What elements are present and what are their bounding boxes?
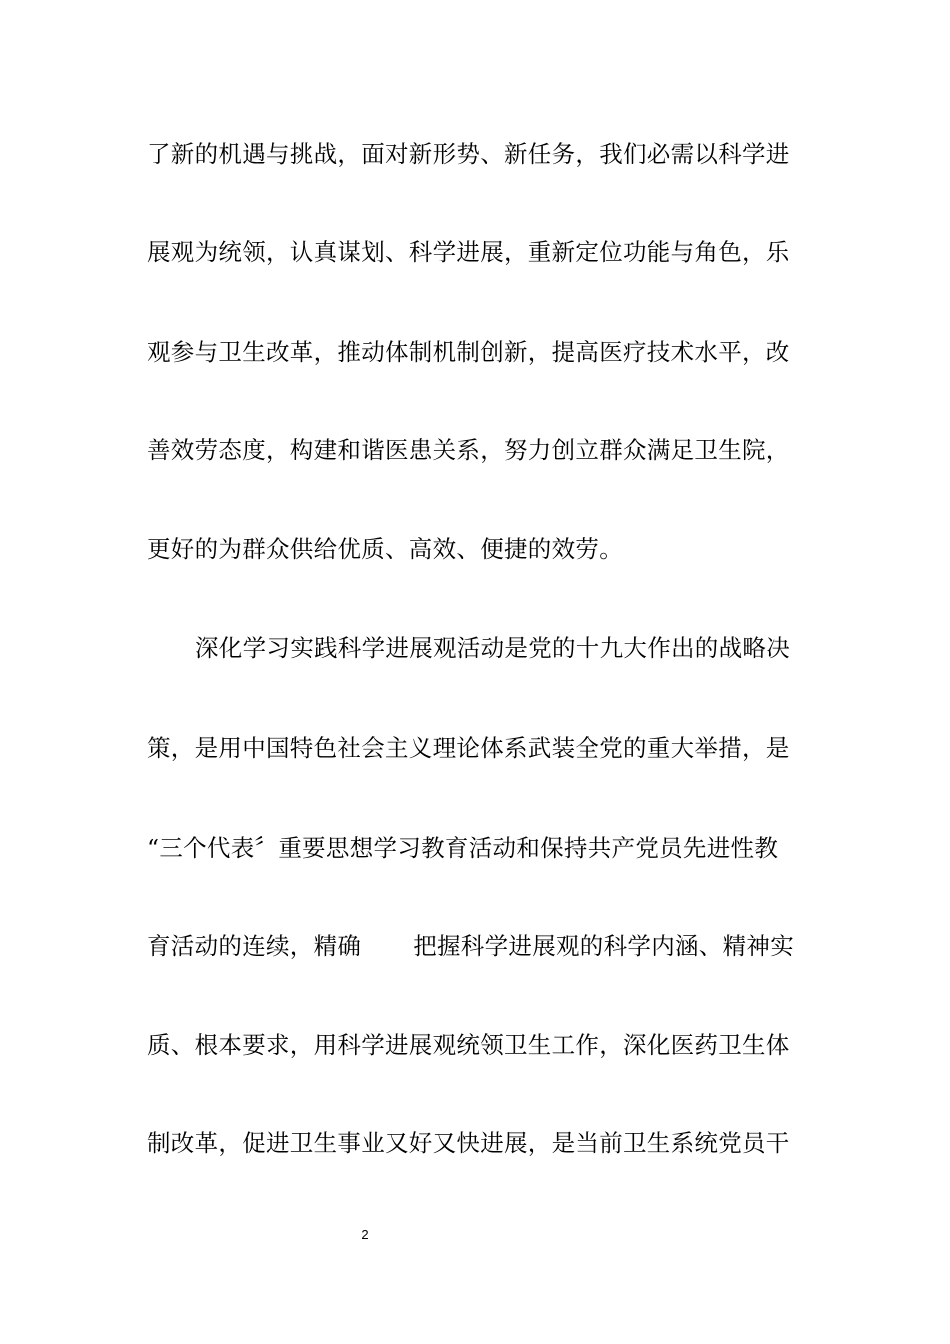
text-line-10: 质、根本要求，用科学进展观统领卫生工作，深化医药卫生体 bbox=[147, 1031, 790, 1059]
text-line-2: 展观为统领，认真谋划、科学进展，重新定位功能与角色，乐 bbox=[147, 238, 790, 266]
text-line-3: 观参与卫生改革，推动体制机制创新，提高医疗技术水平，改 bbox=[147, 338, 790, 366]
text-line-9-part-1: 育活动的连续，精确 bbox=[147, 932, 362, 960]
text-line-1: 了新的机遇与挑战，面对新形势、新任务，我们必需以科学进 bbox=[147, 140, 790, 168]
page-number: 2 bbox=[361, 1227, 369, 1242]
text-line-4: 善效劳态度，构建和谐医患关系，努力创立群众满足卫生院， bbox=[147, 436, 790, 464]
text-line-7: 策，是用中国特色社会主义理论体系武装全党的重大举措，是 bbox=[147, 734, 790, 762]
text-line-8: “三个代表〞重要思想学习教育活动和保持共产党员先进性教 bbox=[147, 834, 779, 862]
text-line-9 bbox=[147, 926, 807, 966]
text-line-5: 更好的为群众供给优质、高效、便捷的效劳。 bbox=[147, 535, 623, 563]
paragraph-2-first-line: 深化学习实践科学进展观活动是党的十九大作出的战略决 bbox=[195, 634, 790, 662]
text-line-11: 制改革，促进卫生事业又好又快进展，是当前卫生系统党员干 bbox=[147, 1129, 790, 1157]
text-line-9-part-2: 把握科学进展观的科学内涵、精神实 bbox=[413, 932, 795, 960]
